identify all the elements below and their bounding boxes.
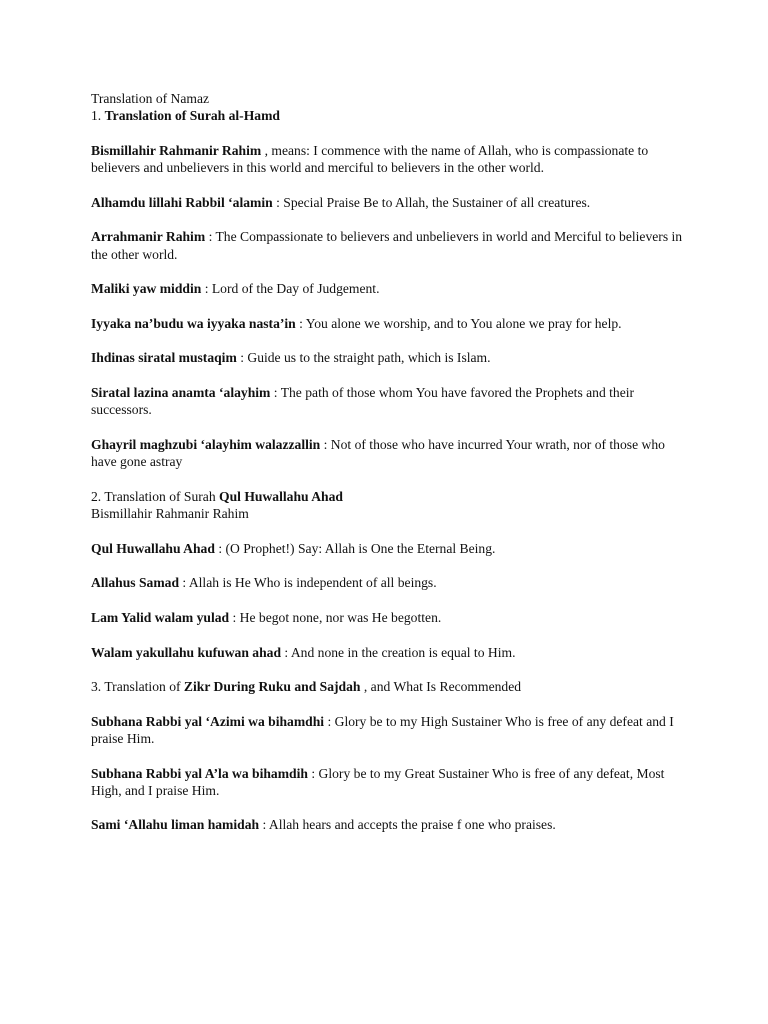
entry [91, 644, 691, 661]
entry-term: Walam yakullahu kufuwan ahad [91, 644, 282, 660]
entry [91, 280, 691, 297]
entry [91, 609, 691, 626]
entry-term: Sami ‘Allahu liman hamidah [91, 817, 260, 833]
entry [91, 315, 691, 332]
entry-term: Subhana Rabbi yal A’la wa bihamdih [91, 765, 308, 781]
entry-term: Iyyaka na’budu wa iyyaka nasta’in [91, 315, 296, 331]
entry-text: : Not of those who have incurred Your wrath, nor of those who have gone astray [91, 436, 665, 470]
entry-text: : (O Prophet!) Say: Allah is One the Eternal Being. [214, 540, 496, 556]
entry-text: : Glory be to my High Sustainer Who is free of any defeat and I praise Him. [91, 713, 674, 746]
entry-text: : Guide us to the straight path, which is Islam. [236, 350, 491, 366]
entry-text: : Allah hears and accepts the praise f one who praises. [259, 817, 556, 833]
section-2-heading [91, 488, 691, 505]
section-heading-plain: Translation of Surah [104, 488, 220, 504]
entry-term: Ihdinas siratal mustaqim [91, 350, 237, 366]
entry-text: : Lord of the Day of Judgement. [201, 281, 380, 297]
entry-term: Qul Huwallahu Ahad [91, 540, 215, 556]
entry-text: : Special Praise Be to Allah, the Sustainer of all creatures. [272, 194, 591, 210]
section-3-heading [91, 678, 691, 695]
entry-term: Allahus Samad [91, 575, 180, 591]
entry-term: Bismillahir Rahmanir Rahim [91, 142, 262, 158]
entry [91, 436, 691, 471]
entry-term: Alhamdu lillahi Rabbil ‘alamin [91, 194, 273, 210]
entry-text: : Allah is He Who is independent of all beings. [179, 575, 437, 591]
section-heading-bold: Zikr During Ruku and Sajdah [183, 679, 361, 695]
section-number: 1. [91, 108, 102, 124]
section-heading-plain: Translation of [104, 679, 184, 695]
entry-text: : And none in the creation is equal to Him. [281, 644, 516, 660]
entry [91, 816, 691, 833]
entry-text: : Glory be to my Great Sustainer Who is free of any defeat, Most High, and I praise Him. [91, 765, 665, 798]
entry-term: Maliki yaw middin [91, 281, 202, 297]
entry-term: Lam Yalid walam yulad [91, 609, 230, 625]
entry [91, 142, 691, 177]
entry-term: Siratal lazina anamta ‘alayhim [91, 385, 271, 401]
entry-term: Subhana Rabbi yal ‘Azimi wa bihamdhi [91, 713, 325, 729]
entry [91, 765, 691, 800]
document-page [91, 90, 691, 851]
entry-text: : He begot none, nor was He begotten. [229, 609, 442, 625]
section-number: 2. [91, 488, 102, 504]
entry-text: : You alone we worship, and to You alone we pray for help. [295, 315, 622, 331]
section-heading-bold: Qul Huwallahu Ahad [219, 488, 343, 504]
entry [91, 349, 691, 366]
entry [91, 384, 691, 419]
section-1-heading [91, 107, 691, 124]
entry [91, 194, 691, 211]
entry [91, 540, 691, 557]
entry [91, 574, 691, 591]
entry-text: : The path of those whom You have favored the Prophets and their successors. [91, 385, 635, 418]
section-number: 3. [91, 679, 102, 695]
entry-term: Ghayril maghzubi ‘alayhim walazzallin [91, 436, 321, 452]
entry-term: Arrahmanir Rahim [91, 229, 206, 245]
entry [91, 713, 691, 748]
section-heading-bold: Translation of Surah al-Hamd [104, 108, 280, 124]
section-heading-after: , and What Is Recommended [360, 679, 522, 695]
entry-text: : The Compassionate to believers and unbelievers in world and Merciful to believers in the other world. [91, 229, 683, 262]
document-title: Translation of Namaz [91, 91, 210, 106]
section-subline: Bismillahir Rahmanir Rahim [91, 506, 249, 522]
entry-text: , means: I commence with the name of Allah, who is compassionate to believers and unbelievers in this world and merciful to believers in the other world. [91, 142, 649, 176]
entry [91, 228, 691, 263]
